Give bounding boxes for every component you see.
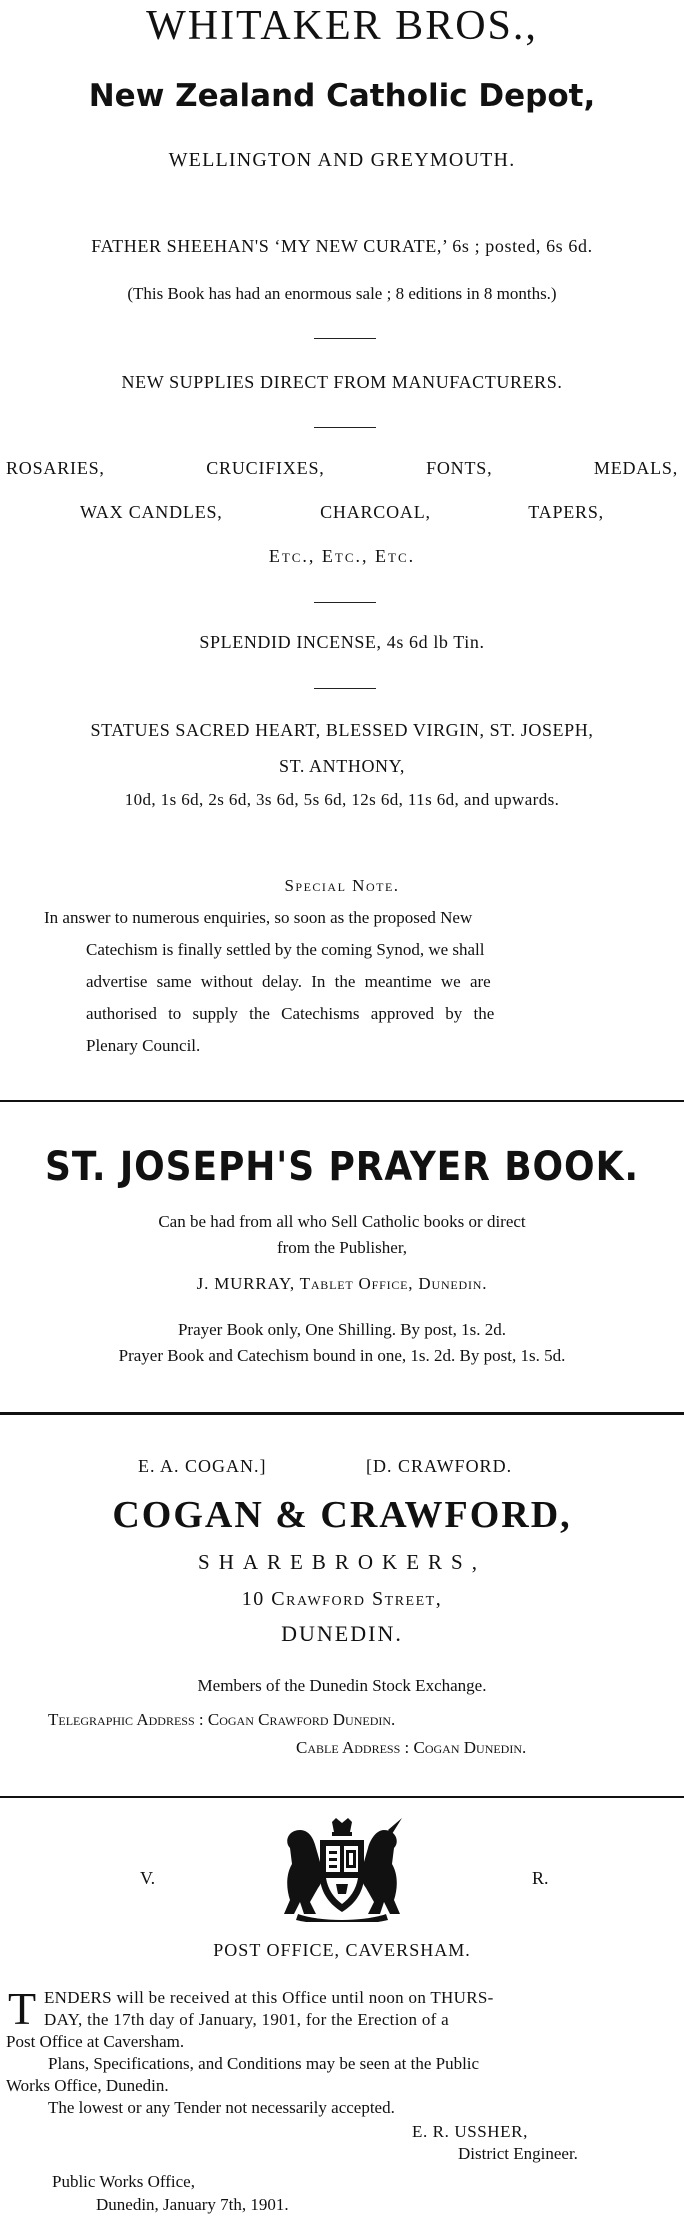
cogan-profession: SHAREBROKERS, — [198, 1550, 486, 1574]
item-medals: MEDALS, — [593, 458, 678, 478]
special-note-line-4: authorised to supply the Catechisms approved by the — [86, 1004, 495, 1023]
special-note-line-5: Plenary Council. — [86, 1036, 201, 1055]
section-divider — [0, 1796, 684, 1798]
supplies-line: NEW SUPPLIES DIRECT FROM MANUFACTURERS. — [121, 372, 563, 392]
divider — [314, 338, 376, 339]
item-crucifixes: CRUCIFIXES, — [206, 458, 325, 478]
whitaker-title: WHITAKER BROS., — [146, 3, 538, 49]
tender-from-date: Dunedin, January 7th, 1901. — [96, 2195, 289, 2214]
partner-left: E. A. COGAN.] — [138, 1456, 267, 1476]
prayer-book-price-2: Prayer Book and Catechism bound in one, 1s. 2d. By post, 1s. 5d. — [118, 1346, 566, 1365]
tender-line-5: Works Office, Dunedin. — [6, 2076, 169, 2095]
item-tapers: TAPERS, — [528, 502, 604, 522]
statues-prices: 10d, 1s 6d, 2s 6d, 3s 6d, 5s 6d, 12s 6d, 11s 6d, and upwards. — [124, 790, 560, 809]
drop-cap: T — [8, 1983, 37, 2034]
tender-line-4: Plans, Specifications, and Conditions may be seen at the Public — [48, 2054, 480, 2073]
statues-line-1: STATUES SACRED HEART, BLESSED VIRGIN, ST. JOSEPH, — [90, 720, 594, 740]
special-note-title: Special Note. — [284, 876, 400, 895]
v-letter: V. — [140, 1868, 156, 1888]
special-note-line-1: In answer to numerous enquiries, so soon as the proposed New — [44, 908, 473, 927]
incense-line: SPLENDID INCENSE, 4s 6d lb Tin. — [199, 632, 485, 652]
item-wax-candles: WAX CANDLES, — [80, 502, 223, 522]
book-note: (This Book has had an enormous sale ; 8 editions in 8 months.) — [127, 284, 557, 303]
prayer-book-line-1: Can be had from all who Sell Catholic books or direct — [158, 1212, 526, 1231]
section-divider — [0, 1100, 684, 1102]
cogan-cable: Cable Address : Cogan Dunedin. — [296, 1738, 527, 1757]
tender-line-1: ENDERS will be received at this Office until noon on THURS- — [44, 1988, 494, 2007]
tender-office: POST OFFICE, CAVERSHAM. — [213, 1940, 471, 1960]
etc-line: Etc., Etc., Etc. — [268, 546, 416, 566]
book-line: FATHER SHEEHAN'S ‘MY NEW CURATE,’ 6s ; posted, 6s 6d. — [91, 236, 593, 256]
special-note-line-3: advertise same without delay. In the meantime we are — [86, 972, 491, 991]
divider — [314, 427, 376, 428]
special-note-line-2: Catechism is finally settled by the coming Synod, we shall — [86, 940, 485, 959]
tender-line-2: DAY, the 17th day of January, 1901, for the Erection of a — [44, 2010, 450, 2029]
item-fonts: FONTS, — [426, 458, 493, 478]
items-row-2 — [80, 500, 604, 524]
divider — [314, 688, 376, 689]
tender-signer: E. R. USSHER, — [412, 2122, 528, 2141]
cogan-members: Members of the Dunedin Stock Exchange. — [197, 1676, 487, 1695]
statues-line-2: ST. ANTHONY, — [278, 756, 406, 776]
royal-coat-of-arms-icon — [280, 1818, 404, 1922]
prayer-book-title: ST. JOSEPH'S PRAYER BOOK. — [45, 1144, 639, 1190]
cogan-street: 10 Crawford Street, — [241, 1588, 443, 1610]
cogan-city: DUNEDIN. — [281, 1621, 403, 1646]
section-divider — [0, 1412, 684, 1415]
prayer-book-line-2: from the Publisher, — [276, 1238, 408, 1257]
prayer-book-publisher: J. MURRAY, Tablet Office, Dunedin. — [196, 1274, 488, 1293]
cogan-telegraphic: Telegraphic Address : Cogan Crawford Dunedin. — [48, 1710, 396, 1729]
cogan-firm-name: COGAN & CRAWFORD, — [112, 1494, 572, 1536]
tender-line-6: The lowest or any Tender not necessarily accepted. — [48, 2098, 395, 2117]
item-rosaries: ROSARIES, — [6, 458, 105, 478]
items-row-1 — [6, 456, 678, 480]
tender-from-office: Public Works Office, — [52, 2172, 195, 2191]
whitaker-location: WELLINGTON AND GREYMOUTH. — [168, 149, 516, 171]
item-charcoal: CHARCOAL, — [320, 502, 431, 522]
tender-signer-title: District Engineer. — [458, 2144, 578, 2163]
prayer-book-price-1: Prayer Book only, One Shilling. By post, 1s. 2d. — [177, 1320, 507, 1339]
divider — [314, 602, 376, 603]
r-letter: R. — [532, 1868, 549, 1888]
tender-line-3: Post Office at Caversham. — [6, 2032, 185, 2051]
whitaker-subtitle: New Zealand Catholic Depot, — [88, 78, 596, 114]
partner-right: [D. CRAWFORD. — [366, 1456, 513, 1476]
